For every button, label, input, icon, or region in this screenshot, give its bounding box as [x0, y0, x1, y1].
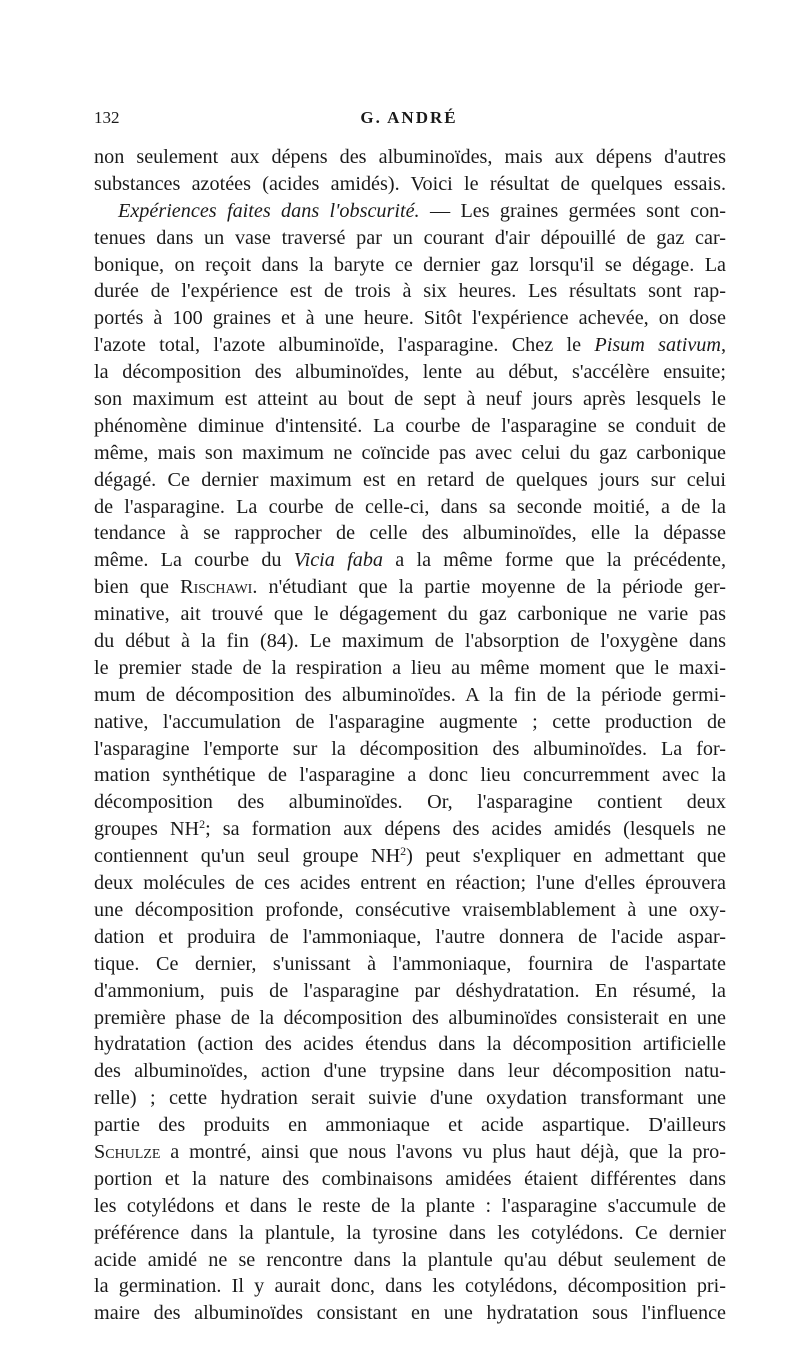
- text-segment: ; sa formation aux dépens des acides amidés (lesquels ne: [205, 818, 726, 841]
- text-line: [94, 278, 726, 305]
- author-citation: Schulze: [94, 1140, 161, 1163]
- text-segment: l'asparagine l'emporte sur la décomposition des albuminoïdes. La for-: [94, 737, 726, 760]
- text-segment: tenues dans un vase traversé par un courant d'air dépouillé de gaz car-: [94, 226, 726, 249]
- text-segment: des albuminoïdes, action d'une trypsine dans leur décomposition natu-: [94, 1060, 726, 1083]
- text-segment: non seulement aux dépens des albuminoïdes, mais aux dépens d'autres: [94, 146, 726, 168]
- text-segment: a la même forme que la précédente,: [383, 549, 727, 572]
- text-line: [94, 467, 726, 494]
- text-segment: minative, ait trouvé que le dégagement du gaz carbonique ne varie pas: [94, 603, 726, 626]
- text-segment: tendance à se rapprocher de celle des albuminoïdes, elle la dépasse: [94, 522, 726, 545]
- author-citation: Rischawi: [180, 576, 253, 599]
- text-segment: deux molécules de ces acides entrent en réaction; l'une d'elles éprouvera: [94, 872, 726, 895]
- page-number: 132: [94, 108, 120, 127]
- text-line: [94, 1247, 726, 1274]
- text-line: [94, 709, 726, 736]
- text-segment: préférence dans la plantule, la tyrosine dans les cotylédons. Ce dernier: [94, 1221, 726, 1244]
- superscript: 2: [199, 817, 206, 832]
- body-text: [94, 144, 726, 1327]
- text-segment: acide amidé ne se rencontre dans la plantule qu'au début seulement de: [94, 1248, 726, 1271]
- text-line: [94, 843, 726, 870]
- text-line: [94, 789, 726, 816]
- text-line: [94, 762, 726, 789]
- text-line: [94, 1139, 726, 1166]
- text-line: [94, 924, 726, 951]
- text-line: [94, 198, 726, 225]
- text-line: [94, 171, 726, 198]
- text-line: [94, 655, 726, 682]
- text-line: [94, 359, 726, 386]
- text-segment: groupes NH: [94, 818, 200, 841]
- text-segment: les cotylédons et dans le reste de la plante : l'asparagine s'accumule de: [94, 1194, 726, 1217]
- text-segment: maire des albuminoïdes consistant en une hydratation sous l'influence: [94, 1302, 726, 1325]
- text-line: [94, 413, 726, 440]
- author-name: G. ANDRÉ: [360, 108, 458, 127]
- text-line: [94, 601, 726, 628]
- text-line: [94, 520, 726, 547]
- text-segment: phénomène diminue d'intensité. La courbe de l'asparagine se conduit de: [94, 414, 726, 437]
- text-line: [94, 1112, 726, 1139]
- text-segment: partie des produits en ammoniaque et acide aspartique. D'ailleurs: [94, 1114, 726, 1137]
- text-segment: bien que: [94, 576, 181, 599]
- text-segment: une décomposition profonde, consécutive vraisemblablement à une oxy-: [94, 898, 726, 921]
- text-line: [94, 870, 726, 897]
- text-segment: dégagé. Ce dernier maximum est en retard de quelques jours sur celui: [94, 468, 726, 491]
- text-segment: mation synthétique de l'asparagine a donc lieu concurremment avec la: [94, 764, 726, 787]
- text-line: [94, 1058, 726, 1085]
- text-segment: bonique, on reçoit dans la baryte ce dernier gaz lorsqu'il se dégage. La: [94, 253, 726, 276]
- text-line: [94, 951, 726, 978]
- text-segment: l'azote total, l'azote albuminoïde, l'asparagine. Chez le: [94, 334, 595, 357]
- text-segment: la germination. Il y aurait donc, dans les cotylédons, décomposition pri-: [94, 1275, 726, 1298]
- text-segment: — Les graines germées sont con-: [419, 199, 726, 222]
- text-segment: la décomposition des albuminoïdes, lente au début, s'accélère ensuite;: [94, 361, 726, 384]
- text-line: [94, 1031, 726, 1058]
- text-segment: d'ammonium, puis de l'asparagine par déshydratation. En résumé, la: [94, 979, 726, 1002]
- italic-text: Vicia faba: [293, 549, 384, 572]
- text-line: [94, 1085, 726, 1112]
- text-line: [94, 628, 726, 655]
- text-segment: substances azotées (acides amidés). Voici le résultat de quelques essais.: [94, 172, 726, 195]
- text-segment: relle) ; cette hydration serait suivie d'une oxydation transformant une: [94, 1087, 726, 1110]
- text-line: [94, 1300, 726, 1327]
- text-line: [94, 978, 726, 1005]
- text-segment: tique. Ce dernier, s'unissant à l'ammoniaque, fournira de l'aspartate: [94, 952, 726, 975]
- text-segment: native, l'accumulation de l'asparagine augmente ; cette production de: [94, 710, 726, 733]
- text-line: [94, 1220, 726, 1247]
- italic-text: Pisum sativum: [594, 334, 721, 357]
- text-line: [94, 144, 726, 171]
- text-segment: a montré, ainsi que nous l'avons vu plus haut déjà, que la pro-: [160, 1140, 726, 1163]
- text-segment: mum de décomposition des albuminoïdes. A la fin de la période germi-: [94, 683, 726, 706]
- text-line: [94, 1193, 726, 1220]
- text-line: [94, 682, 726, 709]
- text-line: [94, 1005, 726, 1032]
- text-segment: première phase de la décomposition des albuminoïdes consisterait en une: [94, 1006, 726, 1029]
- text-segment: de l'asparagine. La courbe de celle-ci, dans sa seconde moitié, a de la: [94, 495, 726, 518]
- text-line: [94, 547, 726, 574]
- text-segment: dation et produira de l'ammoniaque, l'autre donnera de l'acide aspar-: [94, 925, 726, 948]
- text-segment: durée de l'expérience est de trois à six heures. Les résultats sont rap-: [94, 280, 726, 303]
- superscript: 2: [400, 844, 407, 859]
- text-line: [94, 897, 726, 924]
- text-line: [94, 816, 726, 843]
- text-segment: portés à 100 graines et à une heure. Sitôt l'expérience achevée, on dose: [94, 307, 726, 330]
- text-line: [94, 1273, 726, 1300]
- text-line: [94, 736, 726, 763]
- text-line: [94, 574, 726, 601]
- text-segment: ,: [720, 334, 726, 357]
- text-segment: ) peut s'expliquer en admettant que: [406, 845, 726, 868]
- text-line: [94, 252, 726, 279]
- text-line: [94, 1166, 726, 1193]
- text-segment: portion et la nature des combinaisons amidées étaient différentes dans: [94, 1167, 726, 1190]
- text-segment: le premier stade de la respiration a lieu au même moment que le maxi-: [94, 656, 726, 679]
- text-line: [94, 225, 726, 252]
- italic-text: Expériences faites dans l'obscurité.: [118, 199, 420, 222]
- text-line: [94, 305, 726, 332]
- text-segment: contiennent qu'un seul groupe NH: [94, 845, 401, 868]
- running-head: [94, 108, 724, 132]
- text-segment: même, mais son maximum ne coïncide pas avec celui du gaz carbonique: [94, 441, 726, 464]
- text-segment: . n'étudiant que la partie moyenne de la période ger-: [252, 576, 726, 599]
- text-line: [94, 386, 726, 413]
- text-segment: même. La courbe du: [94, 549, 294, 572]
- text-line: [94, 440, 726, 467]
- text-segment: décomposition des albuminoïdes. Or, l'asparagine contient deux: [94, 791, 726, 814]
- text-segment: du début à la fin (84). Le maximum de l'absorption de l'oxygène dans: [94, 630, 726, 653]
- text-line: [94, 494, 726, 521]
- text-segment: son maximum est atteint au bout de sept à neuf jours après lesquels le: [94, 388, 726, 411]
- text-line: [94, 332, 726, 359]
- text-segment: hydratation (action des acides étendus dans la décomposition artificielle: [94, 1033, 726, 1056]
